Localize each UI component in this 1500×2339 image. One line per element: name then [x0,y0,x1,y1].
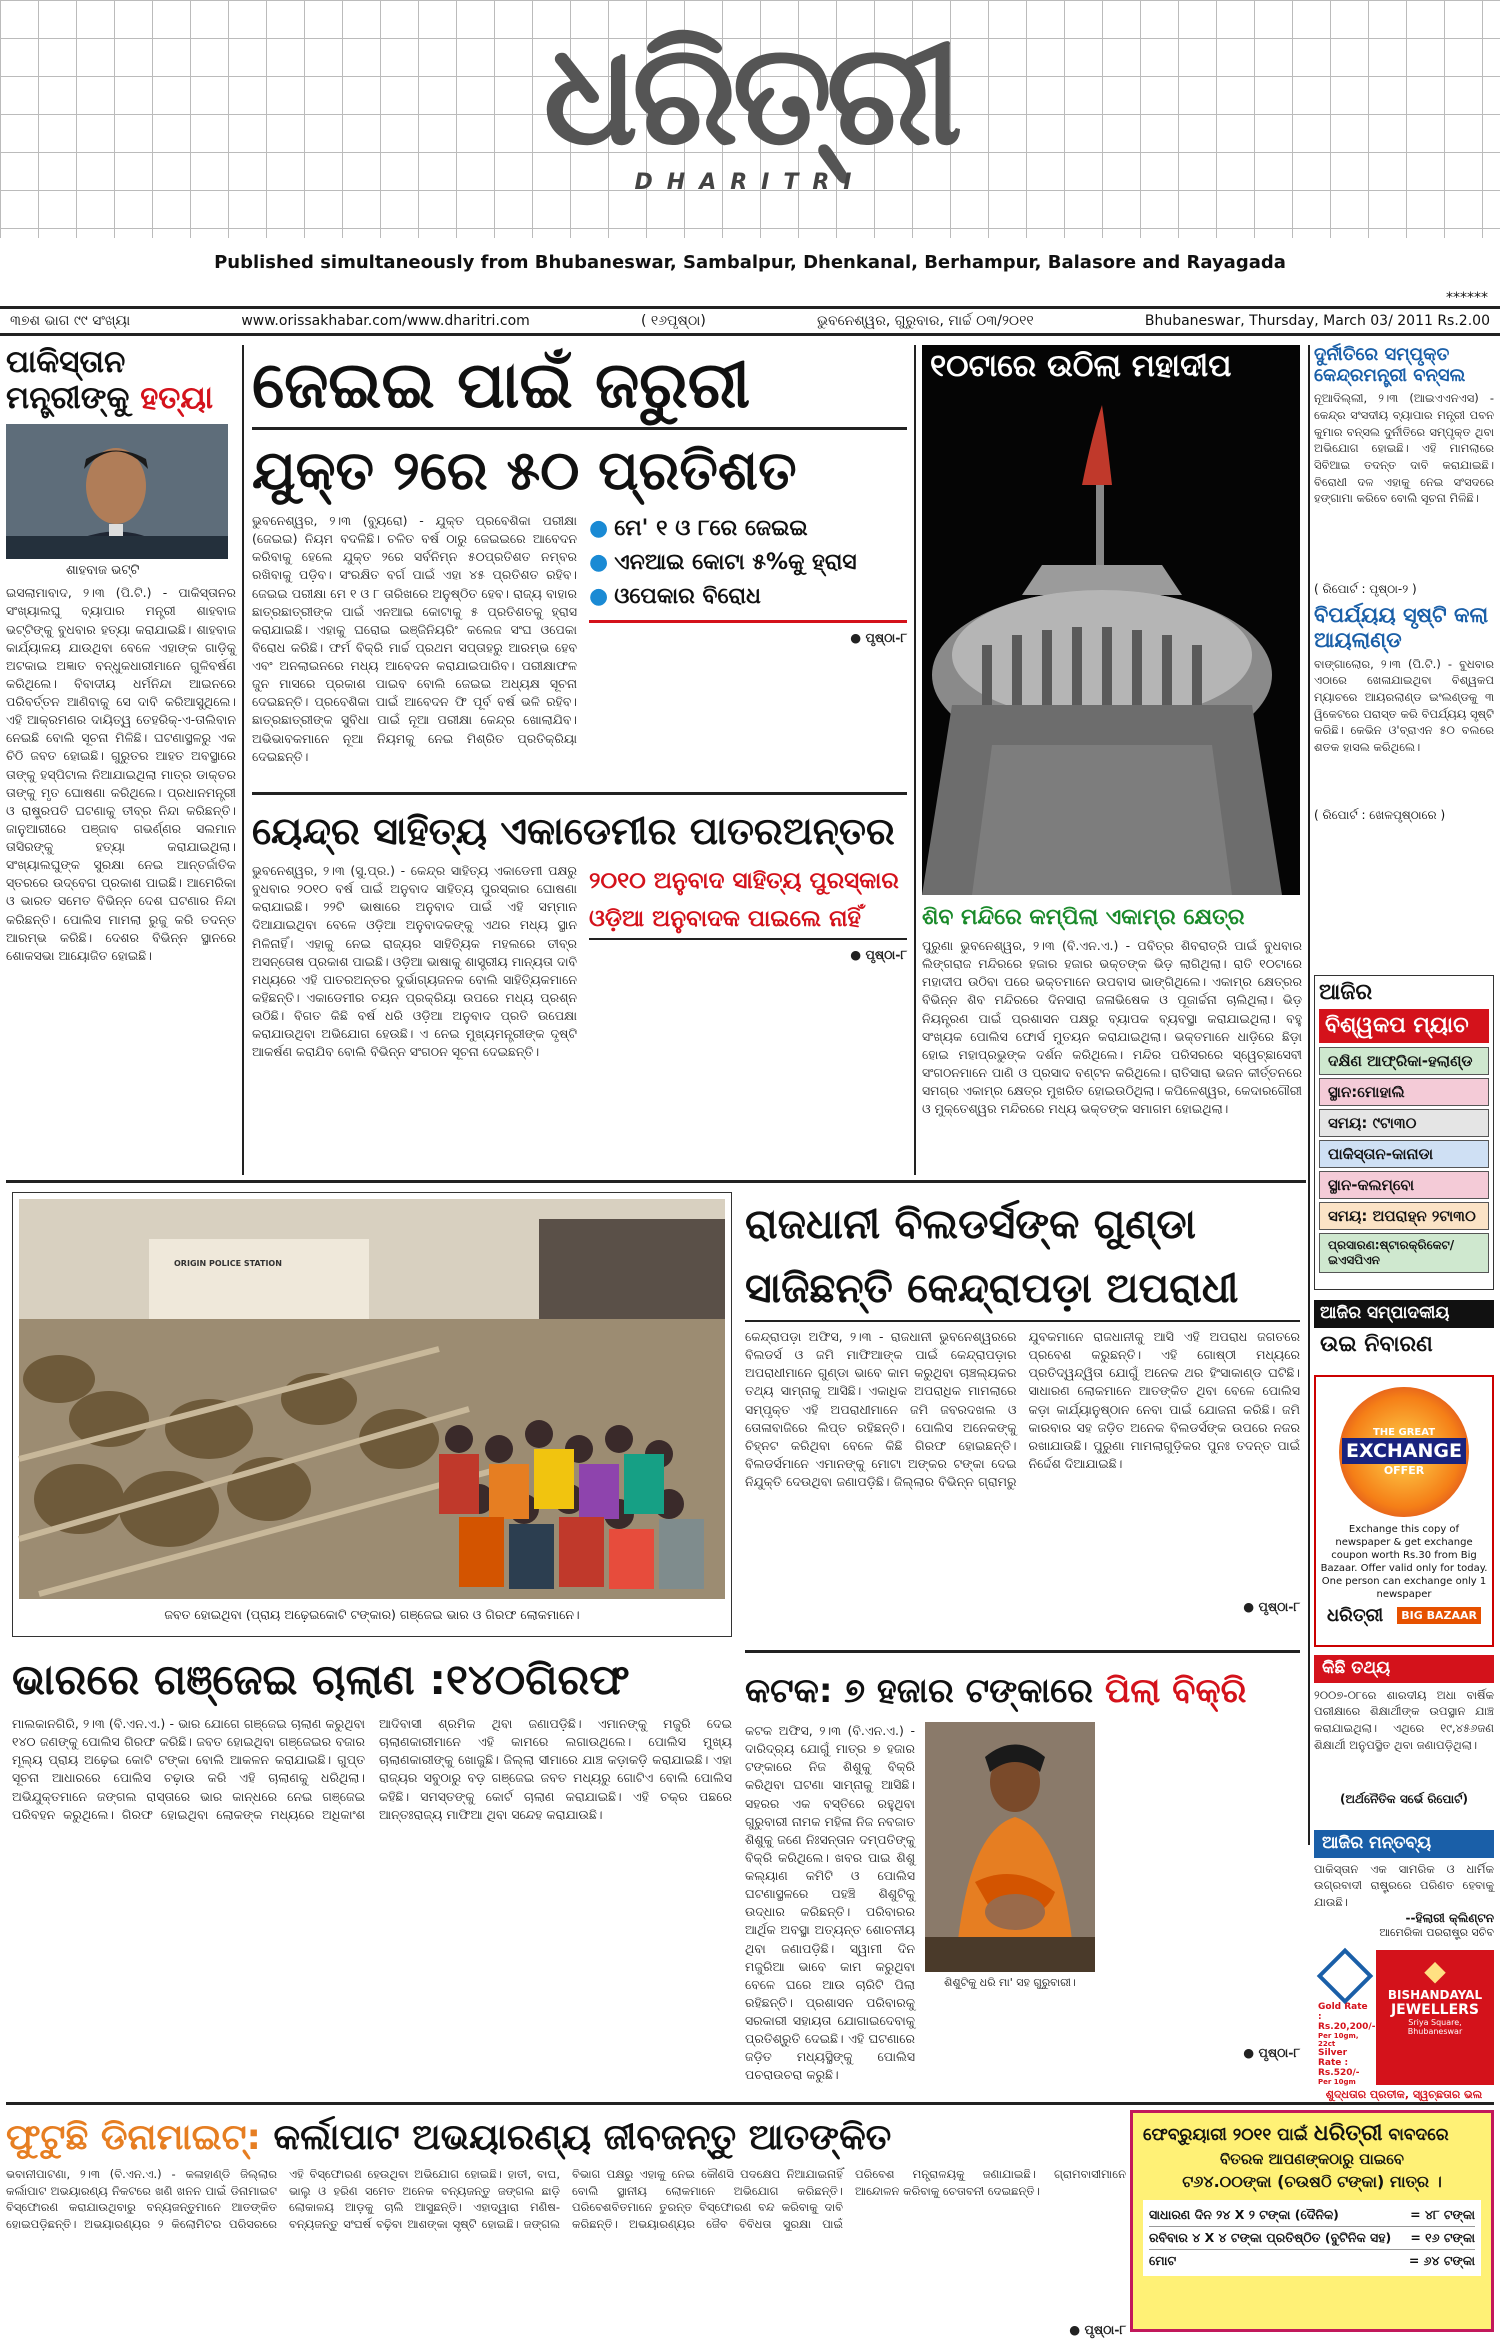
minister-photo [6,424,228,559]
logo-subtitle: DHARITRI [634,170,866,195]
story-pakistan-headline: ପାକିସ୍ତାନ ମନ୍ତ୍ରୀଙ୍କୁ ହତ୍ୟା [6,344,214,416]
story-akademi [252,800,907,1170]
exchange-ad-brand2: BIG BAZAAR [1397,1607,1481,1624]
story-builders-headline1: ରାଜଧାନୀ ବିଲଡର୍ସଙ୍କ ଗୁଣ୍ଡା [745,1200,1196,1248]
date-english: Bhubaneswar, Thursday, March 03/ 2011 Rs.2.00 [1144,313,1490,329]
worldcup-venue2: ସ୍ଥାନ-କଲମ୍ବୋ [1319,1171,1489,1199]
column-rule [914,345,916,1175]
bank-logo-icon [1317,1948,1374,2005]
subscription-row1: ସାଧାରଣ ଦିନ ୨୪ X ୨ ଟଙ୍କା (ଦୈନିକ) = ୪୮ ଟଙ୍କା [1149,2204,1475,2227]
worldcup-time2: ସମୟ: ଅପରାହ୍ନ ୨ଟା୩୦ [1319,1202,1489,1230]
story-mahadeep-body: ପୁରୁଣା ଭୁବନେଶ୍ୱର, ୨।୩ (ବି.ଏନ.ଏ.) - ପବିତ୍ର ଶିବରାତ୍ରି ପାଇଁ ବୁଧବାର ଲିଙ୍ଗରାଜ ମନ୍ଦିରରେ ହଜାର ହଜାର ଭକ୍ତଙ୍କ ଭିଡ଼ ଲାଗିଥିଲା। ରାତି ୧୦ଟାରେ ମହାଦୀପ ଉଠିବା ପରେ ଭକ୍ତମାନେ ଉପବାସ ଭାଙ୍ଗିଥିଲେ। ଏକାମ୍ର କ୍ଷେତ୍ରର ବିଭିନ୍ନ ଶିବ ମନ୍ଦିରରେ ଦିନସାରା ଜଳାଭିଷେକ ଓ ପୂଜାର୍ଚ୍ଚନା ଚାଲିଥିଲା। ଭିଡ଼ ନିୟନ୍ତ୍ରଣ ପାଇଁ ପ୍ରଶାସନ ପକ୍ଷରୁ ବ୍ୟାପକ ବ୍ୟବସ୍ଥା କରାଯାଇଥିଲା। ବହୁ ସଂଖ୍ୟକ ପୋଲିସ ଫୋର୍ସ ମୁତୟନ କରାଯାଇଥିଲା। ଭକ୍ତମାନେ ଧାଡ଼ିରେ ଛିଡ଼ା ହୋଇ ମହାପ୍ରଭୁଙ୍କ ଦର୍ଶନ କରିଥିଲେ। ମନ୍ଦିର ପରିସରରେ ସ୍ୱେଚ୍ଛାସେବୀ ସଂଗଠନମାନେ ପାଣି ଓ ପ୍ରସାଦ ବଣ୍ଟନ କରିଥିଲେ। ରାତିସାରା ଭଜନ କୀର୍ତ୍ତନରେ ସମଗ୍ର ଏକାମ୍ର କ୍ଷେତ୍ର ମୁଖରିତ ହୋଇଉଠିଥିଲା। କପିଳେଶ୍ୱର, କେଦାରଗୌରୀ ଓ ମୁକ୍ତେଶ୍ୱର ମନ୍ଦିରରେ ମଧ୍ୟ ଭକ୍ତଙ୍କ ସମାଗମ ହୋଇଥିଲା। [922,938,1302,1117]
opinion-box [1314,1830,1494,1945]
story-jee [252,345,907,785]
info-bar [0,306,1500,336]
story-builders-headline2: ସାଜିଛନ୍ତି କେନ୍ଦ୍ରାପଡ଼ା ଅପରାଧୀ [745,1256,1300,1322]
story-builders [745,1192,1300,1642]
exchange-ad-the-great: THE GREAT [1372,1427,1436,1438]
story-child-headline: କଟକ: ୭ ହଜାର ଟଙ୍କାରେ ପିଲା ବିକ୍ରି [745,1671,1247,1711]
sidebar-bansal-report[interactable]: ( ରିପୋର୍ଟ : ପୃଷ୍ଠା-୨ ) [1314,582,1417,597]
story-builders-cont[interactable]: ● ପୃଷ୍ଠା-୮ [1243,1599,1300,1614]
story-akademi-body-left: ଭୁବନେଶ୍ୱର, ୨।୩ (ସୁ.ପ୍ର.) - କେନ୍ଦ୍ର ସାହିତ୍ୟ ଏକାଡେମୀ ପକ୍ଷରୁ ବୁଧବାର ୨୦୧୦ ବର୍ଷ ପାଇଁ ଅନୁବାଦ ସାହିତ୍ୟ ପୁରସ୍କାର ଘୋଷଣା କରାଯାଇଛି। ୨୨ଟି ଭାଷାରେ ଅନୁବାଦ ପାଇଁ ଏହି ସମ୍ମାନ ଦିଆଯାଇଥିବା ବେଳେ ଓଡ଼ିଆ ଅନୁବାଦକଙ୍କୁ ଏଥର ମଧ୍ୟ ସ୍ଥାନ ମିଳିନାହିଁ। ଏହାକୁ ନେଇ ରାଜ୍ୟର ସାହିତ୍ୟିକ ମହଲରେ ତୀବ୍ର ଅସନ୍ତୋଷ ପ୍ରକାଶ ପାଇଛି। ଓଡ଼ିଆ ଭାଷାକୁ ଶାସ୍ତ୍ରୀୟ ମାନ୍ୟତା ଦାବି ମଧ୍ୟରେ ଏହି ପାତରଅନ୍ତର ଦୁର୍ଭାଗ୍ୟଜନକ ବୋଲି ସାହିତ୍ୟିକମାନେ କହିଛନ୍ତି। ଏକାଡେମୀର ଚୟନ ପ୍ରକ୍ରିୟା ଉପରେ ମଧ୍ୟ ପ୍ରଶ୍ନ ଉଠିଛି। ବିଗତ କିଛି ବର୍ଷ ଧରି ଓଡ଼ିଆ ଅନୁବାଦ ପ୍ରତି ଉପେକ୍ଷା କରାଯାଉଥିବା ଅଭିଯୋଗ ହେଉଛି। ଏ ନେଇ ମୁଖ୍ୟମନ୍ତ୍ରୀଙ୍କ ଦୃଷ୍ଟି ଆକର୍ଷଣ କରାଯିବ ବୋଲି ବିଭିନ୍ନ ସଂଗଠନ ସୂଚନା ଦେଇଛନ୍ତି। [252,863,577,1060]
facts-body: ୨୦୦୭-୦୮ରେ ଶାରଦୀୟ ଅଧା ବାର୍ଷିକ ପରୀକ୍ଷାରେ ଶିକ୍ଷାର୍ଥୀଙ୍କ ଉପସ୍ଥାନ ଯାଞ୍ଚ କରାଯାଇଥିଲା। ଏଥିରେ ୧୯,୪୫୬ଜଣ ଶିକ୍ଷାର୍ଥୀ ଅନୁପସ୍ଥିତ ଥିବା ଜଣାପଡ଼ିଥିଲା। [1314,1687,1494,1752]
mother-child-caption: ଶିଶୁଟିକୁ ଧରି ମା' ସହ ଗୁରୁବାରୀ। [944,1976,1076,1989]
worldcup-title1: ଆଜିର [1319,980,1373,1005]
gold-unit: Per 10gm, 22ct [1318,2032,1359,2048]
story-jee-headline: ଜେଇଇ ପାଇଁ ଜରୁରୀ [252,345,907,430]
facts-source: (ଅର୍ଥନୈତିକ ସର୍ଭେ ରିପୋର୍ଟ) [1340,1791,1468,1806]
story-akademi-headline: ୟେନ୍ଦ୍ର ସାହିତ୍ୟ ଏକାଡେମୀର ପାତରଅନ୍ତର [252,809,895,853]
sidebar-bansal-headline: ଦୁର୍ନୀତିରେ ସମ୍ପୃକ୍ତ କେନ୍ଦ୍ରମନ୍ତ୍ରୀ ବନ୍‌ସଲ [1314,344,1466,386]
exchange-ad-title: EXCHANGE [1342,1438,1466,1464]
silver-unit: Per 10gm [1318,2078,1356,2086]
exchange-ad-brand1: ଧରିତ୍ରୀ [1327,1605,1384,1626]
column-rule [242,345,244,1175]
date-odia: ଭୁବନେଶ୍ୱର, ଗୁରୁବାର, ମାର୍ଚ୍ଚ ୦୩/୨୦୧୧ [817,313,1034,329]
worldcup-venue1: ସ୍ଥାନ:ମୋହାଲି [1319,1078,1489,1106]
column-rule [1308,345,1310,1845]
edition-stars: ****** [1446,290,1488,306]
ganja-photo-caption: ଜବତ ହୋଇଥିବା (ପ୍ରାୟ ଅଢ଼େଇକୋଟି ଟଙ୍କାର) ଗଞ୍ଜେଇ ଭାର ଓ ଗିରଫ ଲୋକମାନେ। [164,1607,580,1622]
story-ganja-body: ମାଲକାନଗିରି, ୨।୩ (ବି.ଏନ.ଏ.) - ଭାର ଯୋଗେ ଗଞ୍ଜେଇ ଚାଲାଣ କରୁଥିବା ୧୪୦ ଜଣଙ୍କୁ ପୋଲିସ ଗିରଫ କରିଛି। ଜବତ ହୋଇଥିବା ଗଞ୍ଜେଇର ବଜାର ମୂଲ୍ୟ ପ୍ରାୟ ଅଢ଼େଇ କୋଟି ଟଙ୍କା ବୋଲି ଆକଳନ କରାଯାଇଛି। ଗୁପ୍ତ ସୂଚନା ଆଧାରରେ ପୋଲିସ ଚଢ଼ାଉ କରି ଏହି ଚାଲାଣକୁ ଧରିଥିଲା। ଅଭିଯୁକ୍ତମାନେ ଜଙ୍ଗଲ ରାସ୍ତାରେ ଭାର କାନ୍ଧରେ ନେଇ ଗଞ୍ଜେଇ ପରିବହନ କରୁଥିଲେ। ଗିରଫ ହୋଇଥିବା ଲୋକଙ୍କ ମଧ୍ୟରେ ଅଧିକାଂଶ ଆଦିବାସୀ ଶ୍ରମିକ ଥିବା ଜଣାପଡ଼ିଛି। ଏମାନଙ୍କୁ ମଜୁରି ଦେଇ ଚାଲାଣକାରୀମାନେ ଏହି କାମରେ ଲଗାଉଥିଲେ। ପୋଲିସ ମୁଖ୍ୟ ଚାଲାଣକାରୀଙ୍କୁ ଖୋଜୁଛି। ଜିଲ୍ଲା ସୀମାରେ ଯାଞ୍ଚ କଡ଼ାକଡ଼ି କରାଯାଇଛି। ଏହା ରାଜ୍ୟର ସବୁଠାରୁ ବଡ଼ ଗଞ୍ଜେଇ ଜବତ ମଧ୍ୟରୁ ଗୋଟିଏ ବୋଲି ପୋଲିସ କହିଛି। ସମସ୍ତଙ୍କୁ କୋର୍ଟ ଚାଲାଣ କରାଯାଇଛି। ଏହି ଚକ୍ର ପଛରେ ଆନ୍ତଃରାଜ୍ୟ ମାଫିଆ ଥିବା ସନ୍ଦେହ କରାଯାଉଛି। [12,1716,732,1822]
subscription-line2: ବିତରକ ଆପଣଙ୍କଠାରୁ ପାଇବେ [1219,2150,1405,2168]
story-akademi-sub1: ୨୦୧୦ ଅନୁବାଦ ସାହିତ୍ୟ ପୁରସ୍କାର [589,868,899,894]
exchange-ad-offer: OFFER [1383,1464,1425,1477]
jeweller-tagline: ଶୁଦ୍ଧତାର ପ୍ରତୀକ, ସ୍ୱଚ୍ଛତାର ଭଲ [1325,2088,1483,2101]
minister-caption: ଶାହବାଜ ଭଟ୍ଟି [66,563,140,579]
worldcup-time1: ସମୟ: ୯ଟା୩୦ [1319,1109,1489,1137]
row-rule [252,792,907,795]
story-child-body-col1: କଟକ ଅଫିସ, ୨।୩ (ବି.ଏନ.ଏ.) - ଦାରିଦ୍ର୍ୟ ଯୋଗୁଁ ମାତ୍ର ୭ ହଜାର ଟଙ୍କାରେ ନିଜ ଶିଶୁକୁ ବିକ୍ରି କରିଥିବା ଘଟଣା ସାମ୍ନାକୁ ଆସିଛି। ସହରର ଏକ ବସ୍ତିରେ ରହୁଥିବା ଗୁରୁବାରୀ ନାମକ ମହିଳା ନିଜ ନବଜାତ ଶିଶୁକୁ ଜଣେ ନିଃସନ୍ତାନ ଦମ୍ପତିଙ୍କୁ ବିକ୍ରି କରିଥିଲେ। ଖବର ପାଇ ଶିଶୁ କଲ୍ୟାଣ କମିଟି ଓ ପୋଲିସ ଘଟଣାସ୍ଥଳରେ ପହଞ୍ଚି ଶିଶୁଟିକୁ ଉଦ୍ଧାର କରିଛନ୍ତି। ପରିବାରର ଆର୍ଥିକ ଅବସ୍ଥା ଅତ୍ୟନ୍ତ ଶୋଚନୀୟ ଥିବା ଜଣାପଡ଼ିଛି। ସ୍ୱାମୀ ଦିନ ମଜୁରିଆ ଭାବେ କାମ କରୁଥିବା ବେଳେ ଘରେ ଆଉ ଚାରିଟି ପିଲା ରହିଛନ୍ତି। ପ୍ରଶାସନ ପରିବାରକୁ ସରକାରୀ ସହାୟତା ଯୋଗାଇଦେବାକୁ ପ୍ରତିଶ୍ରୁତି ଦେଇଛି। ଏହି ଘଟଣାରେ ଜଡ଼ିତ ମଧ୍ୟସ୍ଥିଙ୍କୁ ପୋଲିସ ପଚରାଉଚରା କରୁଛି। [745,1723,915,2083]
jeweller-name2: JEWELLERS [1390,2002,1480,2018]
story-ganja [12,1645,732,2030]
bullet-item: ● ଏନଆଇ କୋଟା ୫%କୁ ହ୍ରାସ [589,550,857,575]
story-mahadeep-headline: ୧୦ଟାରେ ଉଠିଲା ମହାଦୀପ [930,348,1232,384]
sidebar-ireland-body: ବାଙ୍ଗାଲୋର, ୨।୩ (ପି.ଟି.) - ବୁଧବାର ଏଠାରେ ଖେଳାଯାଇଥିବା ବିଶ୍ୱକପ ମ୍ୟାଚରେ ଆୟରଲାଣ୍ଡ ଇଂଲଣ୍ଡକୁ ୩ ୱିକେଟରେ ପରାସ୍ତ କରି ବିପର୍ଯ୍ୟୟ ସୃଷ୍ଟି କରିଛି। କେଭିନ ଓ'ବ୍ରାଏନ ୫୦ ବଲରେ ଶତକ ହାସଲ କରିଥିଲେ। [1314,656,1494,755]
published-line: Published simultaneously from Bhubaneswar, Sambalpur, Dhenkanal, Berhampur, Balasore and Rayagada [214,252,1286,273]
story-akademi-sub2: ଓଡ଼ିଆ ଅନୁବାଦକ ପାଇଲେ ନାହିଁ [589,900,907,940]
facts-title: କିଛି ତଥ୍ୟ [1314,1655,1494,1683]
story-mahadeep [922,345,1302,1170]
story-dynamite [6,2110,1126,2335]
exchange-ad[interactable] [1314,1375,1494,1647]
story-jee-bullets [589,512,907,614]
story-child-cont[interactable]: ● ପୃଷ୍ଠା-୮ [1243,2044,1300,2060]
opinion-body: ପାକିସ୍ତାନ ଏକ ସାମରିକ ଓ ଧାର୍ମିକ ଉଗ୍ରବାଦୀ ରାଷ୍ଟ୍ରରେ ପରିଣତ ହେବାକୁ ଯାଉଛି। [1314,1861,1494,1909]
worldcup-box [1314,975,1494,1290]
jeweller-name1: BISHANDAYAL [1387,1988,1483,2002]
jeweller-address: Sriya Square, Bhubaneswar [1407,2018,1463,2036]
opinion-role: ଆମେରିକା ପରରାଷ୍ଟ୍ର ସଚିବ [1379,1925,1494,1939]
editorial-topic: ଉଇ ନିବାରଣ [1320,1331,1433,1357]
story-jee-subheadline: ଯୁକ୍ତ ୨ରେ ୫୦ ପ୍ରତିଶତ [252,439,797,502]
worldcup-match1: ଦକ୍ଷିଣ ଆଫ୍ରିକା-ହଲାଣ୍ଡ [1319,1047,1489,1075]
mother-child-photo [925,1722,1095,1972]
facts-box [1314,1655,1494,1825]
temple-photo [922,345,1300,895]
story-builders-body: କେନ୍ଦ୍ରାପଡ଼ା ଅଫିସ, ୨।୩ - ରାଜଧାନୀ ଭୁବନେଶ୍ୱରରେ ବିଲଡର୍ସ ଓ ଜମି ମାଫିଆଙ୍କ ପାଇଁ କେନ୍ଦ୍ରାପଡ଼ାର ଅପରାଧୀମାନେ ଗୁଣ୍ଡା ଭାବେ କାମ କରୁଥିବା ଚାଞ୍ଚଲ୍ୟକର ତଥ୍ୟ ସାମ୍ନାକୁ ଆସିଛି। ଏକାଧିକ ଅପରାଧିକ ମାମଲାରେ ସମ୍ପୃକ୍ତ ଏହି ଅପରାଧୀମାନେ ଜମି ଜବରଦଖଲ ଓ ତୋଳାବାଜିରେ ଲିପ୍ତ ରହିଛନ୍ତି। ପୋଲିସ ଅନେକଙ୍କୁ ଚିହ୍ନଟ କରିଥିବା ବେଳେ କିଛି ଗିରଫ ହୋଇଛନ୍ତି। ବିଲଡର୍ସମାନେ ଏମାନଙ୍କୁ ମୋଟା ଅଙ୍କର ଟଙ୍କା ଦେଇ ନିଯୁକ୍ତି ଦେଉଥିବା ଜଣାପଡ଼ିଛି। ଜିଲ୍ଲାର ବିଭିନ୍ନ ଗ୍ରାମରୁ ଯୁବକମାନେ ରାଜଧାନୀକୁ ଆସି ଏହି ଅପରାଧ ଜଗତରେ ପ୍ରବେଶ କରୁଛନ୍ତି। ଏହି ଗୋଷ୍ଠୀ ମଧ୍ୟରେ ପ୍ରତିଦ୍ୱନ୍ଦ୍ୱିତା ଯୋଗୁଁ ଅନେକ ଥର ହିଂସାକାଣ୍ଡ ଘଟିଛି। ସାଧାରଣ ଲୋକମାନେ ଆତଙ୍କିତ ଥିବା ବେଳେ ପୋଲିସ କଡ଼ା କାର୍ଯ୍ୟାନୁଷ୍ଠାନ ନେବା ପାଇଁ ଯୋଜନା କରିଛି। ଜମି କାରବାର ସହ ଜଡ଼ିତ ଅନେକ ବିଲଡର୍ସଙ୍କ ଉପରେ ନଜର ରଖାଯାଉଛି। ପୁରୁଣା ମାମଲାଗୁଡ଼ିକର ପୁନଃ ତଦନ୍ତ ପାଇଁ ନିର୍ଦ୍ଦେଶ ଦିଆଯାଇଛି। [745,1329,1300,1489]
story-pakistan-body: ଇସଲାମାବାଦ, ୨।୩ (ପି.ଟି.) - ପାକିସ୍ତାନର ସଂଖ୍ୟାଲଘୁ ବ୍ୟାପାର ମନ୍ତ୍ରୀ ଶାହବାଜ ଭଟ୍ଟିଙ୍କୁ ବୁଧବାର ହତ୍ୟା କରାଯାଇଛି। ଶାହବାଜ କାର୍ଯ୍ୟାଳୟ ଯାଉଥିବା ବେଳେ ଏହାଙ୍କ ଗାଡ଼ିକୁ ଅଟକାଇ ଅଜ୍ଞାତ ବନ୍ଧୁକଧାରୀମାନେ ଗୁଳିବର୍ଷଣ କରିଥିଲେ। ବିବାଦୀୟ ଧର୍ମନିନ୍ଦା ଆଇନରେ ପରିବର୍ତ୍ତନ ଆଣିବାକୁ ସେ ଦାବି କରିଆସୁଥିଲେ। ଏହି ଆକ୍ରମଣର ଦାୟିତ୍ୱ ତେହରିକ୍-ଏ-ତାଲିବାନ ନେଇଛି ବୋଲି ସୂଚନା ମିଳିଛି। ଘଟଣାସ୍ଥଳରୁ ଏକ ଚିଠି ଜବତ ହୋଇଛି। ଗୁରୁତର ଆହତ ଅବସ୍ଥାରେ ତାଙ୍କୁ ହସ୍ପିଟାଲ ନିଆଯାଇଥିଲା ମାତ୍ର ଡାକ୍ତର ତାଙ୍କୁ ମୃତ ଘୋଷଣା କରିଥିଲେ। ପ୍ରଧାନମନ୍ତ୍ରୀ ଓ ରାଷ୍ଟ୍ରପତି ଘଟଣାକୁ ତୀବ୍ର ନିନ୍ଦା କରିଛନ୍ତି। ଜାନୁଆରୀରେ ପଞ୍ଜାବ ଗଭର୍ଣ୍ଣର ସଲମାନ ତାସିରଙ୍କୁ ହତ୍ୟା କରାଯାଇଥିଲା। ସଂଖ୍ୟାଲଘୁଙ୍କ ସୁରକ୍ଷା ନେଇ ଆନ୍ତର୍ଜାତିକ ସ୍ତରରେ ଉଦ୍‌ବେଗ ପ୍ରକାଶ ପାଇଛି। ଆମେରିକା ଓ ଭାରତ ସମେତ ବିଭିନ୍ନ ଦେଶ ଘଟଣାର ନିନ୍ଦା କରିଛନ୍ତି। ପୋଲିସ ମାମଲା ରୁଜୁ କରି ତଦନ୍ତ ଆରମ୍ଭ କରିଛି। ଦେଶର ବିଭିନ୍ନ ସ୍ଥାନରେ ଶୋକସଭା ଆୟୋଜିତ ହୋଇଛି। [6,585,236,963]
silver-rate: Silver Rate : Rs.520/- [1318,2048,1360,2078]
story-dynamite-headline: ଫୁଟୁଛି ଡିନାମାଇଟ୍: କର୍ଲାପାଟ ଅଭୟାରଣ୍ୟ ଜୀବଜନ୍ତୁ ଆତଙ୍କିତ [6,2117,892,2158]
story-jee-body: ଭୁବନେଶ୍ୱର, ୨।୩ (ବ୍ୟୁରୋ) - ଯୁକ୍ତ ପ୍ରବେଶିକା ପରୀକ୍ଷା (ଜେଇଇ) ନିୟମ ବଦଳିଛି। ଚଳିତ ବର୍ଷ ଠାରୁ ଜେଇଇରେ ଆବେଦନ କରିବାକୁ ହେଲେ ଯୁକ୍ତ ୨ରେ ସର୍ବନିମ୍ନ ୫୦ପ୍ରତିଶତ ନମ୍ବର ରଖିବାକୁ ପଡ଼ିବ। ସଂରକ୍ଷିତ ବର୍ଗ ପାଇଁ ଏହା ୪୫ ପ୍ରତିଶତ ରହିବ। ଜେଇଇ ପରୀକ୍ଷା ମେ ୧ ଓ ୮ ତାରିଖରେ ଅନୁଷ୍ଠିତ ହେବ। ରାଜ୍ୟ ବାହାର ଛାତ୍ରଛାତ୍ରୀଙ୍କ ପାଇଁ ଏନଆଇ କୋଟାକୁ ୫ ପ୍ରତିଶତକୁ ହ୍ରାସ କରାଯାଇଛି। ଏହାକୁ ଘରୋଇ ଇଞ୍ଜିନିୟରିଂ କଲେଜ ସଂଘ ଓପେକା ବିରୋଧ କରିଛି। ଫର୍ମ ବିକ୍ରି ମାର୍ଚ୍ଚ ପ୍ରଥମ ସପ୍ତାହରୁ ଆରମ୍ଭ ହେବ ଏବଂ ଅନଲାଇନରେ ମଧ୍ୟ ଆବେଦନ କରାଯାଇପାରିବ। ପରୀକ୍ଷାଫଳ ଜୁନ ମାସରେ ପ୍ରକାଶ ପାଇବ ବୋଲି ଜେଇଇ ଅଧ୍ୟକ୍ଷ ସୂଚନା ଦେଇଛନ୍ତି। ପ୍ରବେଶିକା ପାଇଁ ଆବେଦନ ଫି ପୂର୍ବ ବର୍ଷ ଭଳି ରହିବ। ଛାତ୍ରଛାତ୍ରୀଙ୍କ ସୁବିଧା ପାଇଁ ନୂଆ ପରୀକ୍ଷା କେନ୍ଦ୍ର ଖୋଲାଯିବ। ଅଭିଭାବକମାନେ ନୂଆ ନିୟମକୁ ନେଇ ମିଶ୍ରିତ ପ୍ରତିକ୍ରିୟା ଦେଇଛନ୍ତି। [252,513,577,764]
editorial-title: ଆଜିର ସମ୍ପାଦକୀୟ [1314,1300,1494,1328]
police-station-sign: ORIGIN POLICE STATION [174,1259,282,1268]
worldcup-match2: ପାକିସ୍ତାନ-କାନାଡା [1319,1140,1489,1168]
issue-number: ୩୭ଶ ଭାଗ ୯୯ ସଂଖ୍ୟା [10,313,131,329]
row-rule [745,1650,1300,1653]
worldcup-broadcast: ପ୍ରସାରଣ:ଷ୍ଟାରକ୍ରିକେଟ/ଇଏସପିଏନ [1319,1233,1489,1273]
subscription-total: ମୋଟ = ୬୪ ଟଙ୍କା [1149,2253,1475,2268]
page-count: ( ୧୬ପୃଷ୍ଠା) [641,313,706,329]
section-rule [6,1180,1306,1183]
subscription-row2: ରବିବାର ୪ X ୪ ଟଙ୍କା ପ୍ରତିଷ୍ଠିତ (ବୁଟିନିକ ସହ) = ୧୬ ଟଙ୍କା [1149,2227,1475,2250]
bullet-item: ● ଓପେକାର ବିରୋଧ [589,584,761,609]
story-akademi-cont[interactable]: ● ପୃଷ୍ଠା-୮ [850,947,907,962]
jeweller-ad[interactable] [1314,1950,1494,2085]
story-dynamite-cont[interactable]: ● ପୃଷ୍ଠା-୮ [1069,2322,1126,2337]
bullet-item: ● ମେ' ୧ ଓ ୮ରେ ଜେଇଇ [589,516,808,541]
sidebar-ireland-report[interactable]: ( ରିପୋର୍ଟ : ଖେଳପୃଷ୍ଠାରେ ) [1314,807,1446,822]
opinion-title: ଆଜିର ମନ୍ତବ୍ୟ [1314,1830,1494,1858]
story-mahadeep-caption: ଶିବ ମନ୍ଦିରେ କମ୍ପିଲା ଏକାମ୍ର କ୍ଷେତ୍ର [922,905,1245,930]
logo-text: ଧରିତ୍ରୀ [543,13,957,177]
opinion-author: --ହିଲାରୀ କ୍ଲିଣ୍ଟନ [1405,1910,1494,1925]
story-child-body-col3 [1105,1722,1300,2062]
editorial-box [1314,1300,1494,1370]
subscription-line1: ଫେବ୍ରୁୟାରୀ ୨୦୧୧ ପାଇଁ ଧରିତ୍ରୀ ବାବଦରେ [1143,2121,1449,2146]
sidebar-top [1314,345,1494,965]
newspaper-logo [480,13,1020,195]
exchange-ad-body: Exchange this copy of newspaper & get exchange coupon worth Rs.30 from Big Bazaar. Offer valid only for today. One person can exchange only 1 newspaper [1320,1524,1488,1600]
ganja-photo [19,1199,725,1599]
website-link[interactable]: www.orissakhabar.com/www.dharitri.com [241,313,530,329]
story-dynamite-body: ଭବାନୀପାଟଣା, ୨।୩ (ବି.ଏନ.ଏ.) - କଳାହାଣ୍ଡି ଜିଲ୍ଲାର କର୍ଲାପାଟ ଅଭୟାରଣ୍ୟ ନିକଟରେ ଖଣି ଖନନ ପାଇଁ ଡିନାମାଇଟ ବିସ୍ଫୋରଣ କରାଯାଉଥିବାରୁ ବନ୍ୟଜନ୍ତୁମାନେ ଆତଙ୍କିତ ହୋଇପଡ଼ିଛନ୍ତି। ଅଭୟାରଣ୍ୟର ୨ କିଲୋମିଟର ପରିସରରେ ଏହି ବିସ୍ଫୋରଣ ହେଉଥିବା ଅଭିଯୋଗ ହୋଇଛି। ହାତୀ, ବାଘ, ଭାଲୁ ଓ ହରିଣ ସମେତ ଅନେକ ବନ୍ୟଜନ୍ତୁ ଜଙ୍ଗଲ ଛାଡ଼ି ଲୋକାଳୟ ଆଡ଼କୁ ଚାଲି ଆସୁଛନ୍ତି। ଏହାଦ୍ୱାରା ମଣିଷ-ବନ୍ୟଜନ୍ତୁ ସଂଘର୍ଷ ବଢ଼ିବା ଆଶଙ୍କା ସୃଷ୍ଟି ହୋଇଛି। ଜଙ୍ଗଲ ବିଭାଗ ପକ୍ଷରୁ ଏହାକୁ ନେଇ କୌଣସି ପଦକ୍ଷେପ ନିଆଯାଇନାହିଁ ବୋଲି ସ୍ଥାନୀୟ ଲୋକମାନେ ଅଭିଯୋଗ କରିଛନ୍ତି। ପରିବେଶବିତମାନେ ତୁରନ୍ତ ବିସ୍ଫୋରଣ ବନ୍ଦ କରିବାକୁ ଦାବି କରିଛନ୍ତି। ଅଭୟାରଣ୍ୟର ଜୈବ ବିବିଧତା ସୁରକ୍ଷା ପାଇଁ ପରିବେଶ ମନ୍ତ୍ରାଳୟକୁ ଜଣାଯାଇଛି। ଗ୍ରାମବାସୀମାନେ ଆନ୍ଦୋଳନ କରିବାକୁ ଚେତାବନୀ ଦେଇଛନ୍ତି। [6,2167,1126,2232]
bottom-section-rule [6,2102,1494,2105]
sidebar-ireland-headline: ବିପର୍ଯ୍ୟୟ ସୃଷ୍ଟି କଲା ଆୟଲାଣ୍ଡ [1314,603,1489,652]
subscription-line3: ଟ୬୪.୦୦ଙ୍କା (ଚଉଷଠି ଟଙ୍କା) ମାତ୍ର । [1182,2172,1442,2191]
worldcup-title2: ବିଶ୍ୱକପ ମ୍ୟାଚ [1319,1009,1489,1042]
sidebar-bansal-body: ନୂଆଦିଲ୍ଲୀ, ୨।୩ (ଆଇଏଏନଏସ) - କେନ୍ଦ୍ର ସଂସଦୀୟ ବ୍ୟାପାର ମନ୍ତ୍ରୀ ପବନ କୁମାର ବନ୍‌ସଲ ଦୁର୍ନୀତିରେ ସମ୍ପୃକ୍ତ ଥିବା ଅଭିଯୋଗ ହୋଇଛି। ଏହି ମାମଲାରେ ସିବିଆଇ ତଦନ୍ତ ଦାବି କରାଯାଇଛି। ବିରୋଧୀ ଦଳ ଏହାକୁ ନେଇ ସଂସଦରେ ହଙ୍ଗାମା କରିବେ ବୋଲି ସୂଚନା ମିଳିଛି। [1314,391,1494,506]
story-ganja-headline: ଭାରରେ ଗଞ୍ଜେଇ ଚାଲାଣ :୧୪୦ଗିରଫ [12,1655,630,1704]
jeweller-logo-icon: ◆ [1424,1954,1446,1987]
subscription-ad[interactable] [1130,2110,1494,2332]
story-jee-cont[interactable]: ● ପୃଷ୍ଠା-୮ [850,630,907,645]
ganja-photo-block [12,1192,732,1637]
story-pakistan [6,345,236,1170]
exchange-ad-badge [1339,1387,1469,1517]
gold-rate: Gold Rate : Rs.20,200/- [1318,2002,1376,2032]
story-child-sale [745,1660,1300,2095]
